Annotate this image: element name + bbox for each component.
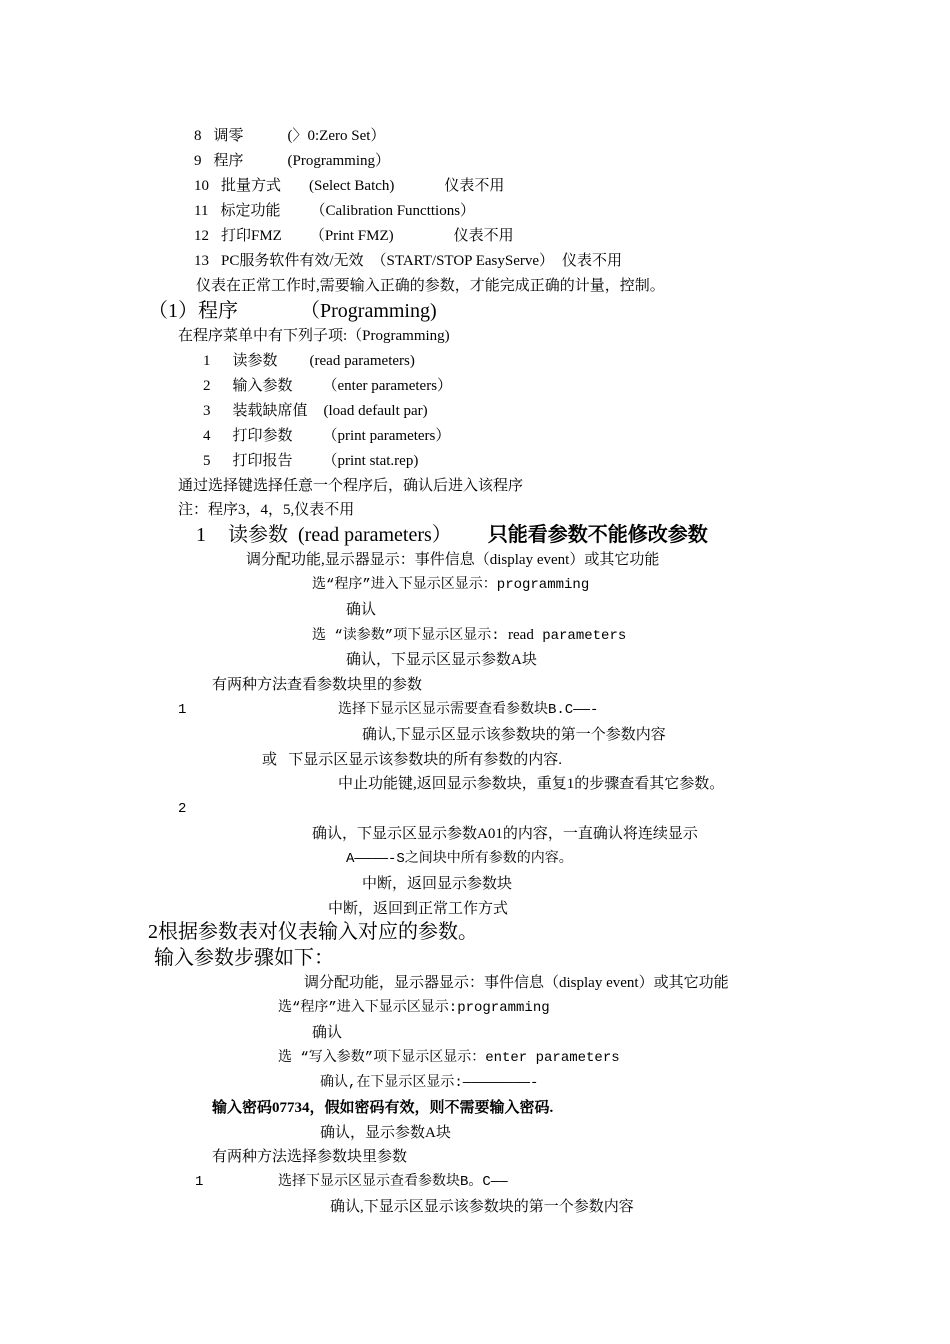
method-number: 2: [178, 801, 187, 817]
submenu-label: 装载缺席值: [232, 403, 308, 419]
heading-bold-note: 只能看参数不能修改参数: [487, 524, 708, 546]
step-line: 确认,下显示区显示该参数块的第一个参数内容: [362, 727, 666, 743]
heading-number: 1: [196, 524, 206, 546]
heading-zh: 读参数: [228, 524, 288, 546]
submenu-item: [203, 351, 415, 371]
intro-note: 仪表在正常工作时,需要输入正确的参数，才能完成正确的计量，控制。: [196, 278, 665, 294]
step-line: 确认: [346, 602, 377, 618]
unused-note: 注：程序3，4，5,仪表不用: [178, 502, 355, 518]
menu-item-english: （START/STOP EasyServe）: [371, 253, 554, 269]
menu-item: [194, 126, 385, 146]
submenu-number: 3: [203, 403, 211, 419]
section-title: [148, 298, 437, 324]
menu-item-label: 标定功能: [220, 203, 281, 219]
password-note: 输入密码07734，假如密码有效，则不需要输入密码.: [212, 1100, 554, 1116]
menu-item: [194, 176, 504, 196]
submenu-label: 输入参数: [232, 378, 293, 394]
menu-item: [194, 151, 390, 171]
menu-item-number: 9: [194, 153, 202, 169]
step-line: 选 “写入参数”项下显示区显示：enter parameters: [278, 1050, 620, 1066]
submenu-english: （print stat.rep): [322, 453, 419, 469]
submenu-english: (load default par): [323, 403, 428, 419]
submenu-number: 4: [203, 428, 211, 444]
menu-item-number: 8: [194, 128, 202, 144]
step-line: 确认，下显示区显示参数A块: [346, 652, 537, 668]
step-text-read: read: [508, 627, 534, 643]
menu-item-label: 程序: [213, 153, 244, 169]
submenu-english: （enter parameters）: [322, 378, 453, 394]
submenu-intro: 在程序菜单中有下列子项:（Programming): [178, 328, 450, 344]
menu-item-number: 13: [194, 253, 209, 269]
enter-params-subheading: 输入参数步骤如下：: [154, 947, 334, 969]
step-line: 或 下显示区显示该参数块的所有参数的内容.: [262, 752, 563, 768]
heading-en: (read parameters）: [298, 524, 452, 546]
menu-item-number: 12: [194, 228, 209, 244]
menu-item: [194, 201, 475, 221]
step-line: 确认,下显示区显示该参数块的第一个参数内容: [330, 1199, 634, 1215]
step-line: A————-S之间块中所有参数的内容。: [346, 851, 573, 867]
step-line: 调分配功能，显示器显示：事件信息（display event）或其它功能: [304, 975, 729, 991]
menu-item-label: 打印FMZ: [221, 228, 282, 244]
section-title-zh: （1）程序: [148, 300, 238, 322]
step-line: 确认，显示参数A块: [320, 1125, 451, 1141]
menu-item-note: 仪表不用: [562, 253, 623, 269]
step-line: 选择下显示区显示查看参数块B。C——: [278, 1174, 508, 1190]
select-note: 通过选择键选择任意一个程序后，确认后进入该程序: [178, 478, 524, 494]
read-params-heading: [196, 522, 708, 548]
enter-params-heading: 2根据参数表对仪表输入对应的参数。: [148, 921, 478, 943]
menu-item-note: 仪表不用: [444, 178, 505, 194]
menu-item: [194, 226, 514, 246]
submenu-number: 1: [203, 353, 211, 369]
menu-item-label: PC服务软件有效/无效: [221, 253, 364, 269]
menu-item-english: （Calibration Functtions）: [310, 203, 476, 219]
submenu-english: （print parameters）: [322, 428, 451, 444]
menu-item-note: 仪表不用: [453, 228, 514, 244]
menu-item-english: (Select Batch): [309, 178, 395, 194]
step-text-parameters: parameters: [533, 628, 627, 644]
step-line: 选择下显示区显示需要查看参数块B.C——-: [338, 702, 599, 718]
submenu-item: [203, 401, 428, 421]
step-line: 有两种方法选择参数块里参数: [212, 1149, 408, 1165]
step-line: 确认，下显示区显示参数A01的内容，一直确认将连续显示: [312, 826, 698, 842]
step-line: 确认,在下显示区显示:————————-: [320, 1075, 539, 1091]
menu-item-english: (〉0:Zero Set）: [287, 128, 386, 144]
submenu-english: (read parameters): [309, 353, 415, 369]
submenu-item: [203, 376, 452, 396]
menu-item-label: 批量方式: [221, 178, 282, 194]
step-line: 中断，返回到正常工作方式: [328, 901, 509, 917]
submenu-item: [203, 451, 418, 471]
submenu-number: 5: [203, 453, 211, 469]
menu-item-number: 10: [194, 178, 209, 194]
step-text: 选 “读参数”项下显示区显示:: [312, 628, 509, 644]
submenu-number: 2: [203, 378, 211, 394]
method-number: 1: [178, 702, 187, 718]
submenu-item: [203, 426, 450, 446]
step-line: 选“程序”进入下显示区显示：programming: [312, 577, 590, 593]
step-line: 中止功能键,返回显示参数块，重复1的步骤查看其它参数。: [338, 776, 725, 792]
step-line: 有两种方法查看参数块里的参数: [212, 677, 423, 693]
submenu-label: 打印参数: [232, 428, 293, 444]
step-line: 调分配功能,显示器显示：事件信息（display event）或其它功能: [246, 552, 660, 568]
menu-item: [194, 251, 622, 271]
step-line: [312, 625, 626, 646]
menu-item-english: （Print FMZ): [309, 228, 394, 244]
step-line: 选“程序”进入下显示区显示:programming: [278, 1000, 550, 1016]
submenu-label: 打印报告: [232, 453, 293, 469]
menu-item-number: 11: [194, 203, 209, 219]
step-line: 中断，返回显示参数块: [362, 876, 513, 892]
submenu-label: 读参数: [232, 353, 278, 369]
method-number: 1: [195, 1174, 204, 1190]
step-line: 确认: [312, 1025, 343, 1041]
menu-item-label: 调零: [213, 128, 244, 144]
section-title-en: （Programming): [300, 300, 437, 322]
menu-item-english: (Programming）: [287, 153, 391, 169]
